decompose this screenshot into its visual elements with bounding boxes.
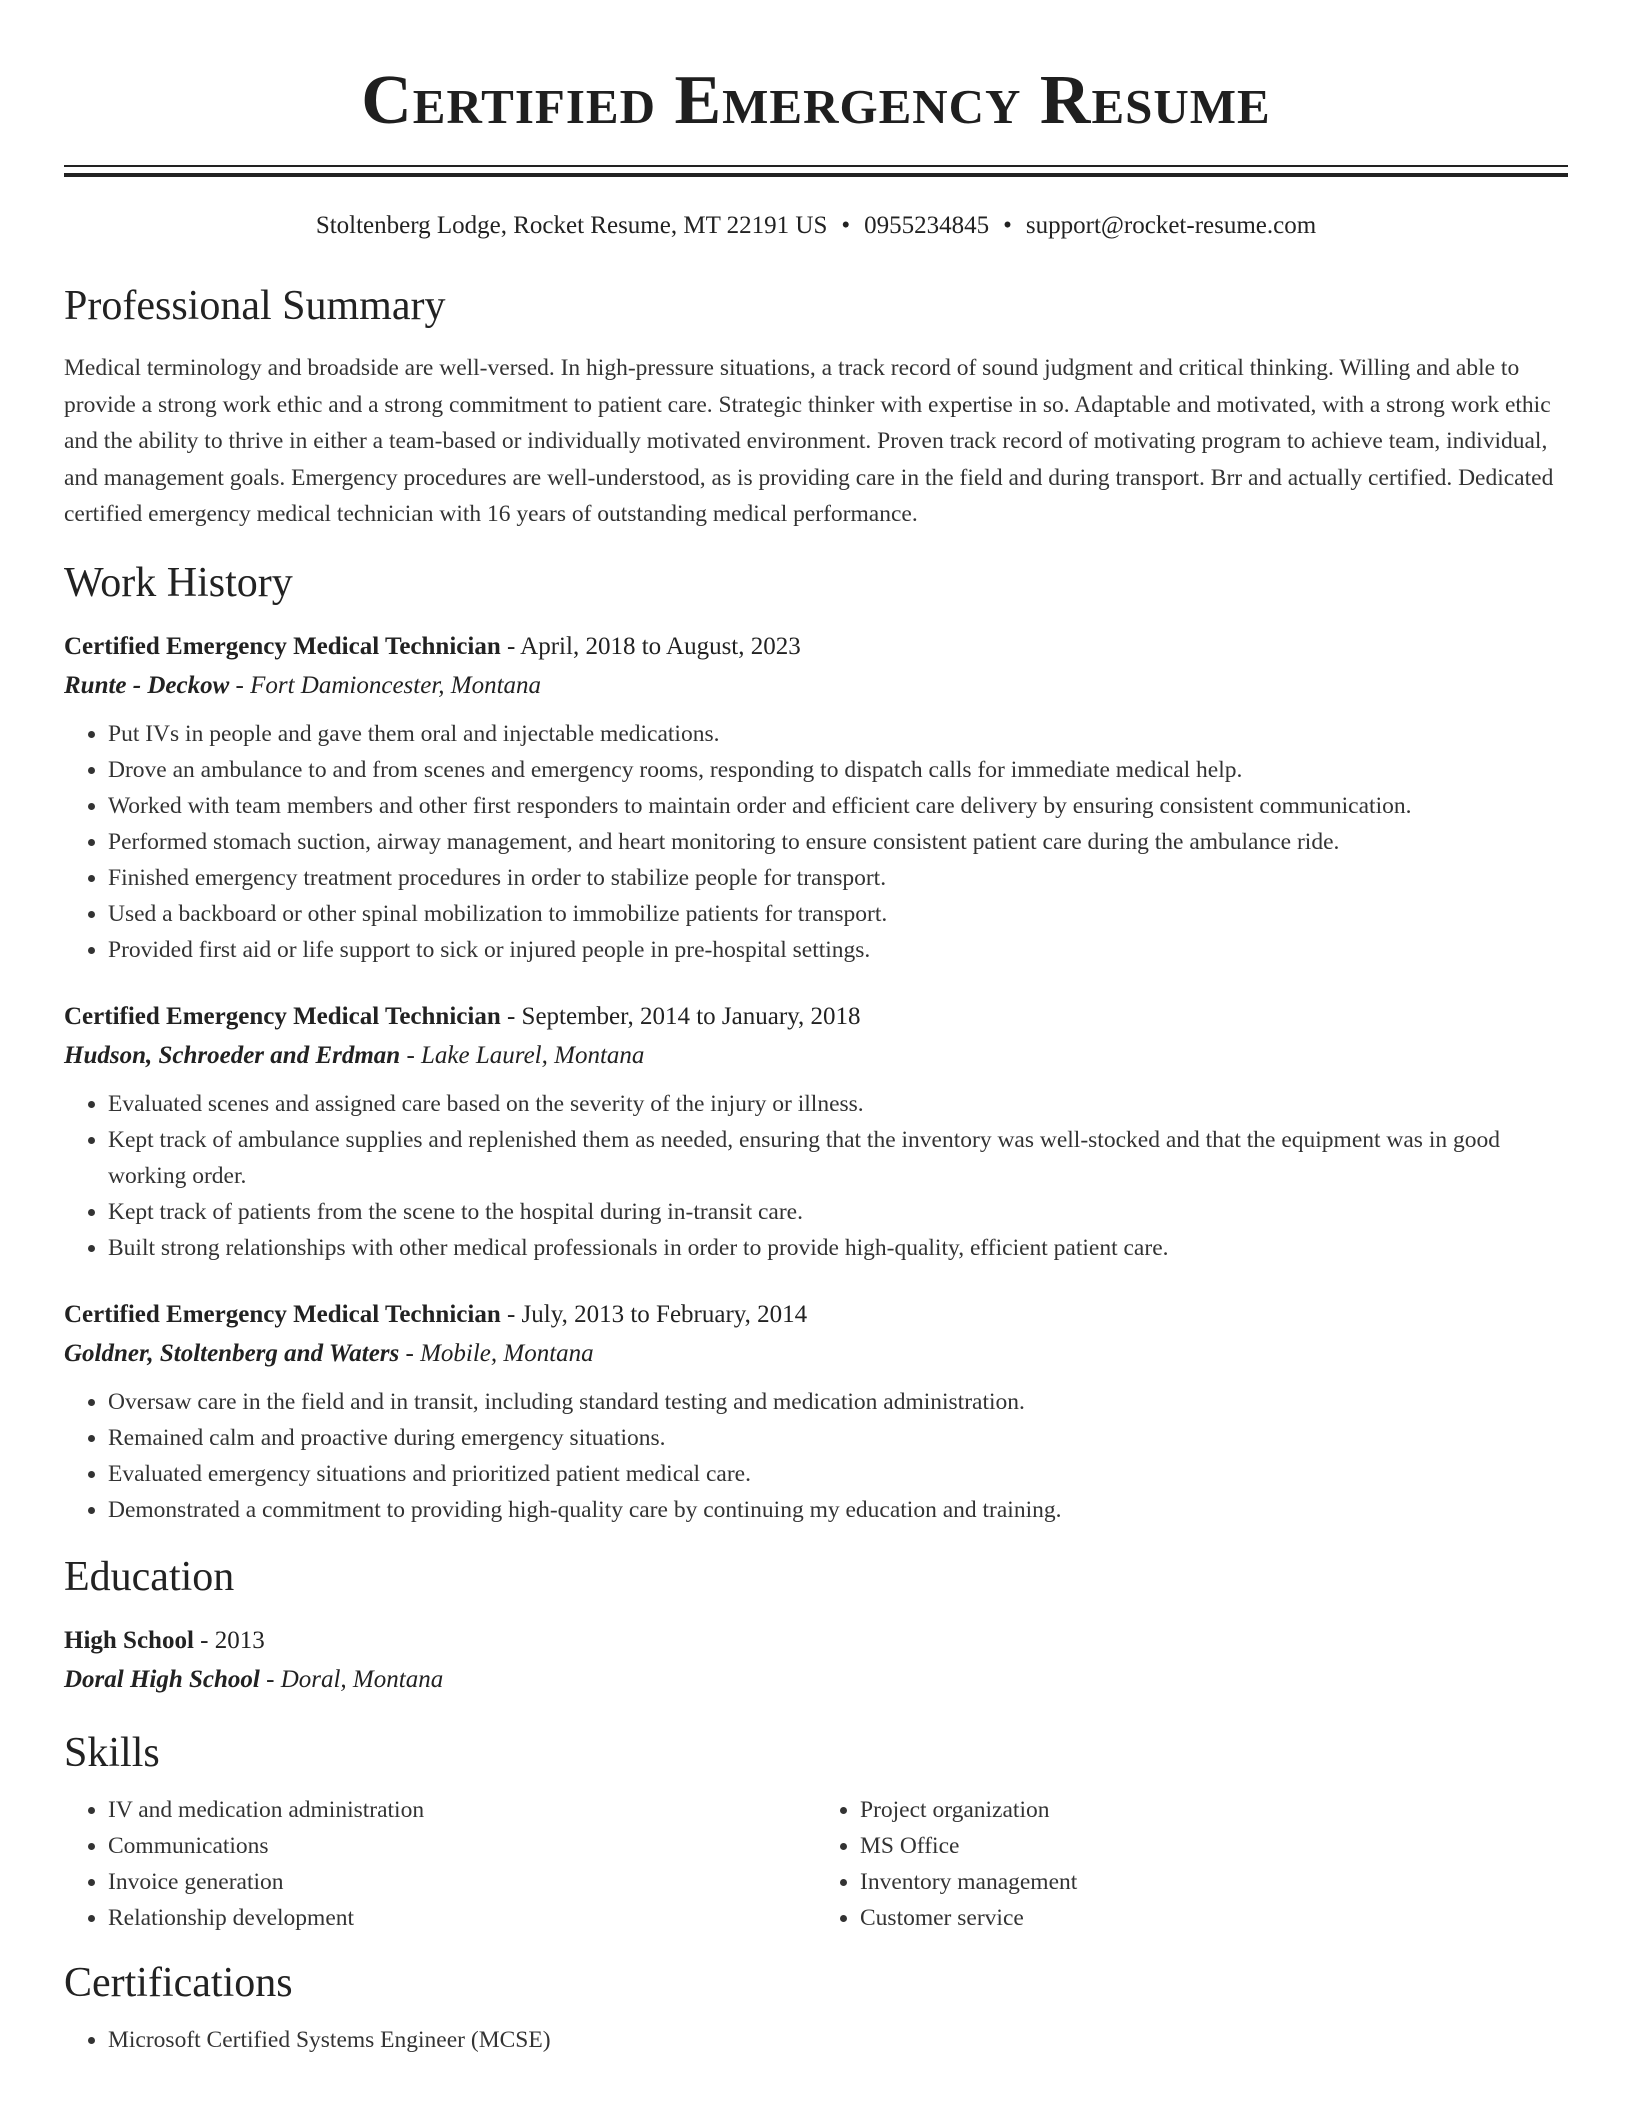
job-company: Goldner, Stoltenberg and Waters bbox=[64, 1339, 400, 1367]
job-company-line bbox=[64, 666, 1568, 706]
job-entry bbox=[64, 628, 1568, 968]
title-divider-thin bbox=[64, 165, 1568, 167]
job-company: Runte - Deckow bbox=[64, 671, 230, 699]
skill-item: • Relationship development bbox=[108, 1900, 816, 1936]
job-company-line bbox=[64, 1334, 1568, 1374]
skill-item: • Invoice generation bbox=[108, 1864, 816, 1900]
job-bullets bbox=[64, 716, 1568, 968]
job-title-line bbox=[64, 628, 1568, 666]
skill-item: • Project organization bbox=[860, 1792, 1568, 1828]
skill-item: • MS Office bbox=[860, 1828, 1568, 1864]
job-bullets bbox=[64, 1086, 1568, 1266]
list-item: • Oversaw care in the field and in transit, including standard testing and medication administration. bbox=[108, 1384, 1568, 1420]
job-entry bbox=[64, 1296, 1568, 1528]
job-title: Certified Emergency Medical Technician bbox=[64, 1300, 501, 1328]
certifications-heading: Certifications bbox=[64, 1959, 293, 2006]
list-item: • Evaluated emergency situations and prioritized patient medical care. bbox=[108, 1456, 1568, 1492]
job-title-line bbox=[64, 1296, 1568, 1334]
resume-title: Certified Emergency Resume bbox=[361, 62, 1271, 139]
education-school-line bbox=[64, 1660, 1568, 1700]
list-item: • Drove an ambulance to and from scenes and emergency rooms, responding to dispatch calls for immediate medical help. bbox=[108, 752, 1568, 788]
list-item: • Remained calm and proactive during emergency situations. bbox=[108, 1420, 1568, 1456]
contact-separator: • bbox=[1003, 212, 1012, 239]
contact-phone: 0955234845 bbox=[864, 212, 990, 239]
summary-heading: Professional Summary bbox=[64, 283, 446, 329]
work-history-heading: Work History bbox=[64, 559, 293, 606]
education-entry bbox=[64, 1622, 1568, 1700]
job-location: - Lake Laurel, Montana bbox=[400, 1041, 645, 1069]
education-location: - Doral, Montana bbox=[259, 1665, 444, 1693]
job-title-line bbox=[64, 998, 1568, 1036]
education-degree: High School bbox=[64, 1626, 194, 1654]
list-item: • Provided first aid or life support to sick or injured people in pre-hospital settings. bbox=[108, 932, 1568, 968]
job-bullets bbox=[64, 1384, 1568, 1528]
list-item: • Finished emergency treatment procedures in order to stabilize people for transport. bbox=[108, 860, 1568, 896]
job-title: Certified Emergency Medical Technician bbox=[64, 1002, 501, 1030]
list-item: • Kept track of patients from the scene to the hospital during in-transit care. bbox=[108, 1194, 1568, 1230]
list-item: • Worked with team members and other first responders to maintain order and efficient care delivery by ensuring consistent communication. bbox=[108, 788, 1568, 824]
job-company: Hudson, Schroeder and Erdman bbox=[64, 1041, 401, 1069]
contact-email: support@rocket-resume.com bbox=[1025, 212, 1317, 239]
list-item: • Evaluated scenes and assigned care based on the severity of the injury or illness. bbox=[108, 1086, 1568, 1122]
job-dates: - September, 2014 to January, 2018 bbox=[500, 1002, 861, 1030]
title-divider-thick bbox=[64, 173, 1568, 177]
job-dates: - April, 2018 to August, 2023 bbox=[500, 632, 801, 660]
education-school: Doral High School bbox=[64, 1665, 260, 1693]
job-title: Certified Emergency Medical Technician bbox=[64, 632, 501, 660]
job-location: - Fort Damioncester, Montana bbox=[229, 671, 542, 699]
job-company-line bbox=[64, 1036, 1568, 1076]
skills-grid bbox=[64, 1792, 1568, 1936]
skill-item: • Communications bbox=[108, 1828, 816, 1864]
contact-address: Stoltenberg Lodge, Rocket Resume, MT 22191 US bbox=[315, 212, 828, 239]
summary-text: Medical terminology and broadside are well-versed. In high-pressure situations, a track record of sound judgment and critical thinking. Willing and able to provide a strong work ethic and a strong commitment to patient care. Strategic thinker with expertise in so. Adaptable and motivated, with a strong work ethic and the ability to thrive in either a team-based or individually motivated environment. Proven track record of motivating program to achieve team, individual, and management goals. Emergency procedures are well-understood, as is providing care in the field and during transport. Brr and actually certified. Dedicated certified emergency medical technician with 16 years of outstanding medical performance. bbox=[64, 355, 1554, 527]
skill-item: • Customer service bbox=[860, 1900, 1568, 1936]
education-degree-line bbox=[64, 1622, 1568, 1660]
contact-line bbox=[64, 211, 1568, 241]
skill-item: • IV and medication administration bbox=[108, 1792, 816, 1828]
contact-separator: • bbox=[841, 212, 851, 239]
skills-column-left bbox=[64, 1792, 816, 1936]
list-item: • Performed stomach suction, airway management, and heart monitoring to ensure consistent patient care during the ambulance ride. bbox=[108, 824, 1568, 860]
job-dates: - July, 2013 to February, 2014 bbox=[500, 1300, 808, 1328]
list-item: • Kept track of ambulance supplies and replenished them as needed, ensuring that the inventory was well-stocked and that the equipment was in good working order. bbox=[108, 1122, 1568, 1194]
job-entry bbox=[64, 998, 1568, 1266]
certifications-list bbox=[64, 2022, 1568, 2058]
skills-heading: Skills bbox=[64, 1729, 160, 1776]
certification-item: • Microsoft Certified Systems Engineer (MCSE) bbox=[108, 2022, 1568, 2058]
skill-item: • Inventory management bbox=[860, 1864, 1568, 1900]
list-item: • Built strong relationships with other medical professionals in order to provide high-quality, efficient patient care. bbox=[108, 1230, 1568, 1266]
list-item: • Demonstrated a commitment to providing high-quality care by continuing my education and training. bbox=[108, 1492, 1568, 1528]
skills-column-right bbox=[816, 1792, 1568, 1936]
list-item: • Used a backboard or other spinal mobilization to immobilize patients for transport. bbox=[108, 896, 1568, 932]
job-location: - Mobile, Montana bbox=[399, 1339, 594, 1367]
list-item: • Put IVs in people and gave them oral and injectable medications. bbox=[108, 716, 1568, 752]
education-year: - 2013 bbox=[193, 1626, 265, 1654]
education-heading: Education bbox=[64, 1553, 235, 1600]
